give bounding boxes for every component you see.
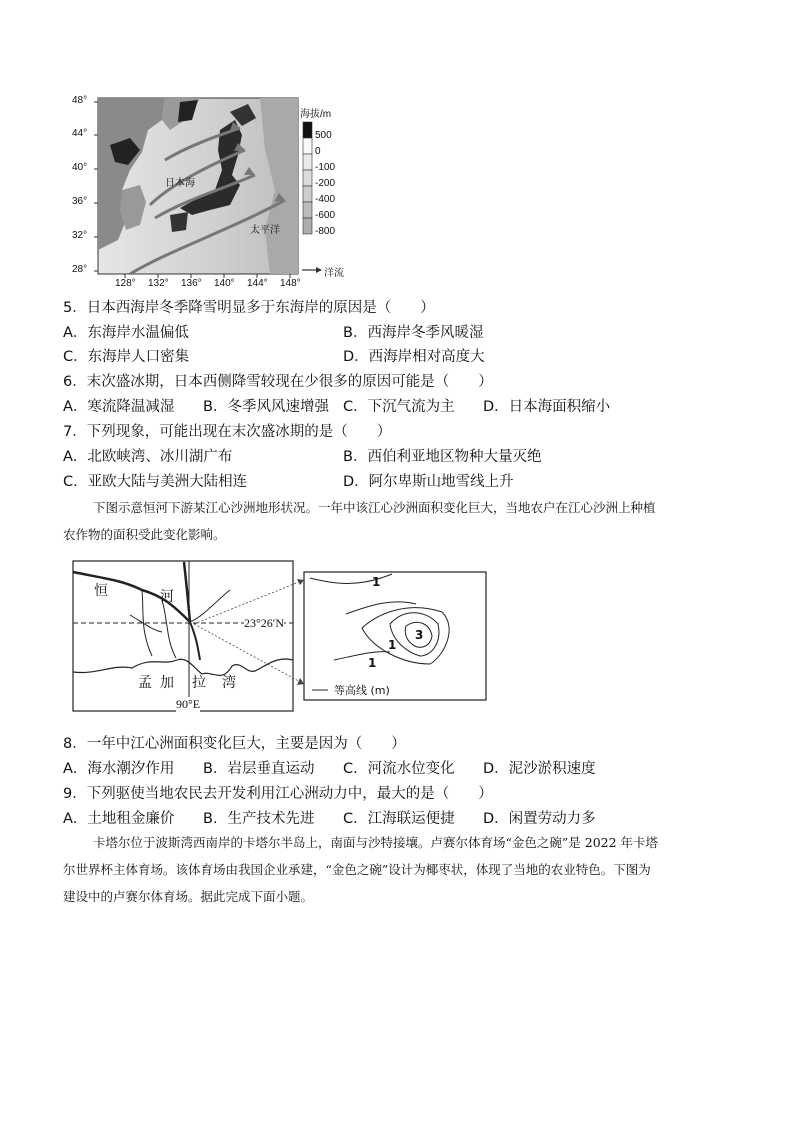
contour-label-1-mid: 1	[388, 638, 397, 652]
contour-label-3: 3	[415, 628, 424, 642]
legend-value-400: -400	[315, 194, 336, 205]
legend-value-0: 0	[315, 146, 321, 157]
q9-option-a[interactable]: A．土地租金廉价	[63, 811, 175, 827]
label-meng: 孟	[138, 675, 152, 691]
label-jia: 加	[160, 675, 174, 691]
lat-tick-48: 48°	[72, 95, 88, 106]
intro3-line-1: 卡塔尔位于波斯湾西南岸的卡塔尔半岛上，南面与沙特接壤。卢赛尔体育场“金色之碗”是 2022 年卡塔	[93, 835, 659, 850]
intro3-line-3: 建设中的卢赛尔体育场。据此完成下面小题。	[63, 889, 314, 904]
legend-title: 海拔/m	[300, 109, 332, 120]
intro-passage-ganges	[63, 494, 733, 548]
q8-option-a[interactable]: A．海水潮汐作用	[63, 761, 175, 777]
ganges-map-graphic	[72, 560, 490, 715]
q8-option-d[interactable]: D．泥沙淤积速度	[483, 761, 596, 777]
lon-tick-148: 148°	[280, 278, 301, 289]
label-sea-of-japan: 日本海	[165, 178, 195, 189]
contour-label-1-top: 1	[372, 575, 381, 589]
legend-value-100: -100	[315, 162, 336, 173]
legend-current-label: 洋流	[324, 268, 344, 279]
label-heng: 恒	[94, 583, 108, 599]
q6-option-b[interactable]: B．冬季风风速增强	[203, 399, 329, 415]
q5-option-a[interactable]: A．东海岸水温偏低	[63, 325, 189, 341]
lat-tick-32: 32°	[72, 230, 88, 241]
lat-tick-36: 36°	[72, 196, 88, 207]
q9-option-b[interactable]: B．生产技术先进	[203, 811, 315, 827]
q8-option-b[interactable]: B．岩层垂直运动	[203, 761, 315, 777]
label-la: 拉	[192, 675, 206, 691]
q6-stem: 6．末次盛冰期，日本西侧降雪较现在少很多的原因可能是（ ）	[63, 374, 493, 390]
q5-option-d[interactable]: D．西海岸相对高度大	[343, 349, 485, 365]
lon-tick-140: 140°	[214, 278, 235, 289]
current-legend-arrow	[316, 267, 322, 273]
q7-stem: 7．下列现象，可能出现在末次盛冰期的是（ ）	[63, 424, 392, 440]
lat-tick-44: 44°	[72, 128, 88, 139]
kyushu	[170, 212, 188, 232]
japan-sea-map-graphic	[70, 90, 360, 290]
legend-value-800: -800	[315, 226, 336, 237]
q9-option-d[interactable]: D．闲置劳动力多	[483, 811, 596, 827]
q6-option-a[interactable]: A．寒流降温减湿	[63, 399, 175, 415]
q5-option-c[interactable]: C．东海岸人口密集	[63, 349, 190, 365]
label-he: 河	[160, 589, 174, 605]
label-pacific: 太平洋	[250, 225, 280, 236]
intro-passage-qatar	[63, 829, 733, 910]
legend-value-500: 500	[315, 130, 332, 141]
q8-stem: 8．一年中江心洲面积变化巨大，主要是因为（ ）	[63, 736, 406, 752]
q9-option-c[interactable]: C．江海联运便捷	[343, 811, 455, 827]
contour-label-1-bottom: 1	[368, 656, 377, 670]
lat-tick-40: 40°	[72, 162, 88, 173]
lon-tick-144: 144°	[247, 278, 268, 289]
legend-value-600: -600	[315, 210, 336, 221]
lon-tick-128: 128°	[115, 278, 136, 289]
label-longitude: 90°E	[176, 697, 201, 711]
inset-legend-label: 等高线 (m)	[334, 684, 390, 697]
label-wan: 湾	[222, 675, 236, 691]
lon-tick-132: 132°	[148, 278, 169, 289]
intro-line-1: 下图示意恒河下游某江心沙洲地形状况。一年中该江心沙洲面积变化巨大，当地农户在江心沙洲上种植	[93, 500, 656, 515]
japan-sea-map	[70, 90, 360, 290]
ganges-map	[72, 560, 490, 715]
lat-tick-28: 28°	[72, 264, 88, 275]
q5-stem: 5．日本西海岸冬季降雪明显多于东海岸的原因是（ ）	[63, 300, 435, 316]
q9-stem: 9．下列驱使当地农民去开发利用江心洲动力中，最大的是（ ）	[63, 786, 493, 802]
intro3-line-2: 尔世界杯主体育场。该体育场由我国企业承建，“金色之碗”设计为椰枣状，体现了当地的农业特色。下图为	[63, 862, 651, 877]
elevation-legend-bar	[303, 122, 312, 234]
q5-option-b[interactable]: B．西海岸冬季风暖湿	[343, 325, 484, 341]
q7-option-b[interactable]: B．西伯利亚地区物种大量灭绝	[343, 449, 542, 465]
label-latitude: 23°26′N	[244, 616, 285, 630]
lon-tick-136: 136°	[181, 278, 202, 289]
legend-value-200: -200	[315, 178, 336, 189]
q7-option-c[interactable]: C．亚欧大陆与美洲大陆相连	[63, 474, 248, 490]
q7-option-a[interactable]: A．北欧峡湾、冰川湖广布	[63, 449, 233, 465]
q8-option-c[interactable]: C．河流水位变化	[343, 761, 455, 777]
q6-option-c[interactable]: C．下沉气流为主	[343, 399, 455, 415]
q6-option-d[interactable]: D．日本海面积缩小	[483, 399, 611, 415]
intro-line-2: 农作物的面积受此变化影响。	[63, 527, 226, 542]
q7-option-d[interactable]: D．阿尔卑斯山地雪线上升	[343, 474, 514, 490]
inset-frame	[304, 572, 486, 700]
